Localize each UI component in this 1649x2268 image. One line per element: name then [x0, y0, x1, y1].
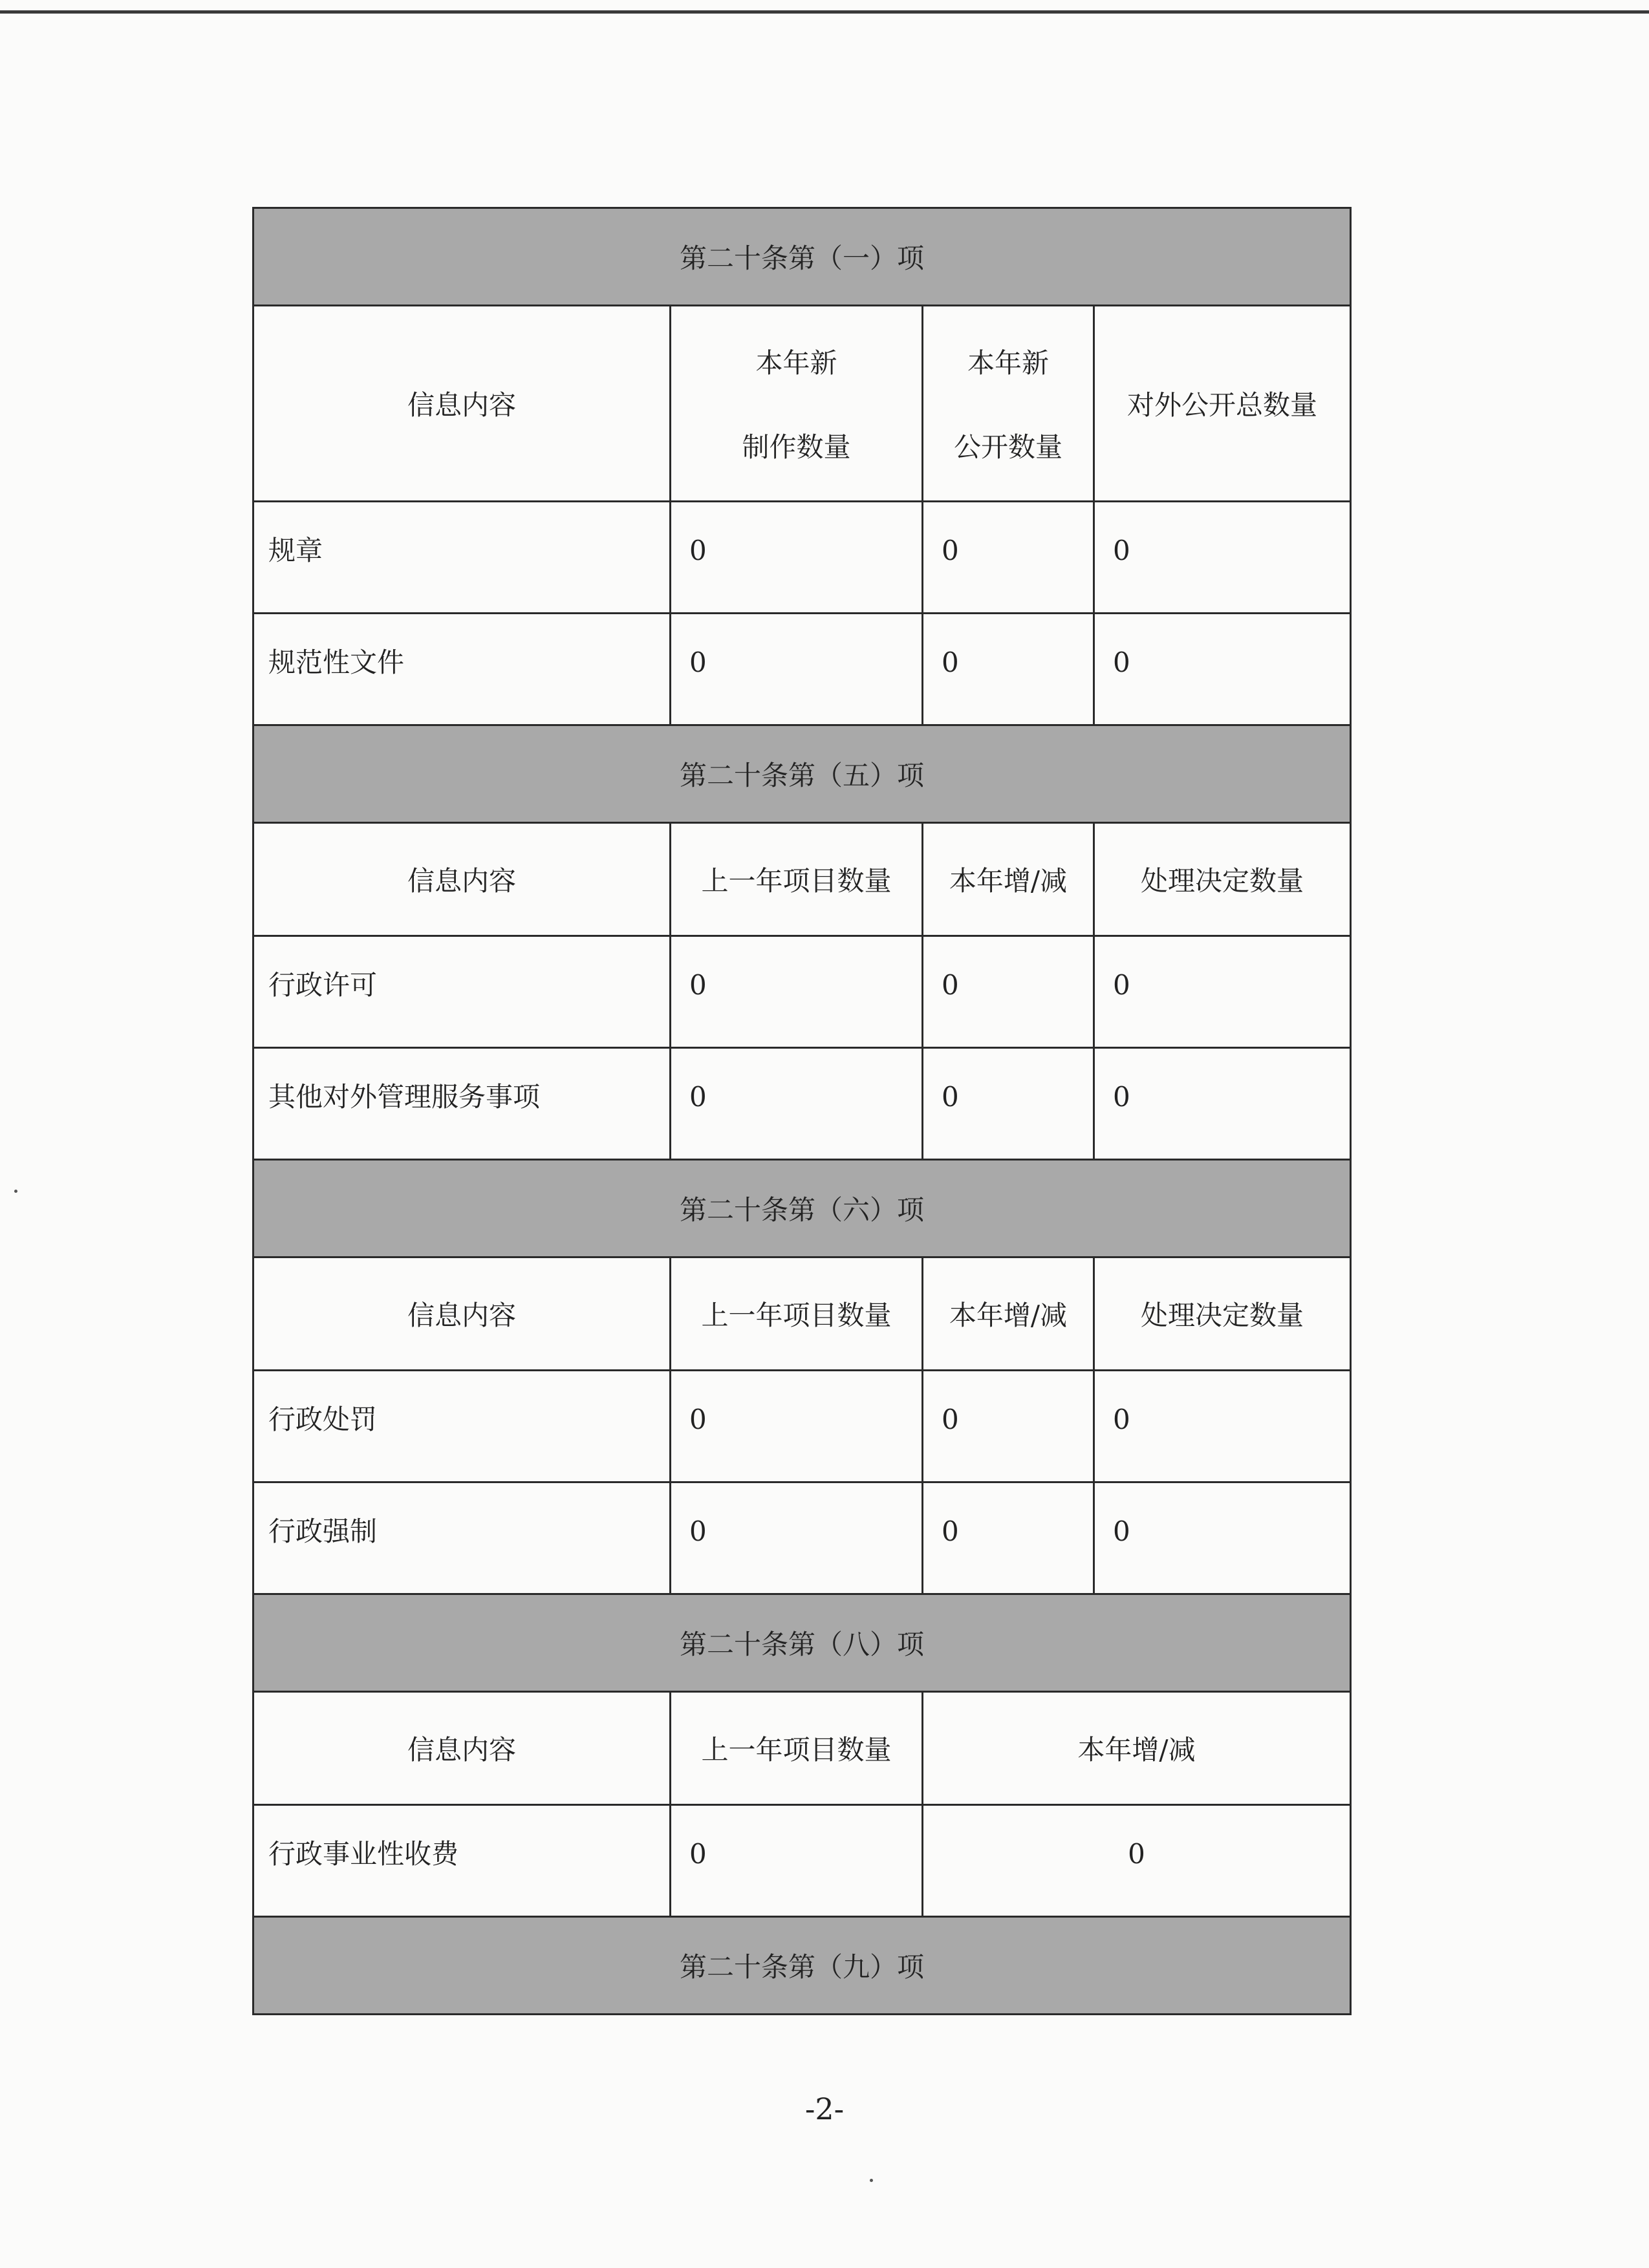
row-value: 0 [671, 1806, 923, 1916]
row-value: 0 [671, 1483, 923, 1593]
row-label: 行政许可 [254, 937, 671, 1047]
section-title: 第二十条第（五）项 [254, 726, 1350, 824]
header-last-year-count: 上一年项目数量 [671, 1258, 923, 1369]
row-value: 0 [923, 1371, 1095, 1481]
table-row [254, 1371, 1350, 1483]
header-change: 本年增/减 [923, 824, 1095, 935]
header-content: 信息内容 [254, 824, 671, 935]
header-row [254, 306, 1350, 502]
table-row [254, 937, 1350, 1049]
row-label: 规章 [254, 502, 671, 612]
disclosure-table [252, 207, 1352, 2015]
row-value: 0 [671, 1049, 923, 1159]
row-label: 其他对外管理服务事项 [254, 1049, 671, 1159]
row-value: 0 [671, 937, 923, 1047]
row-value: 0 [1113, 1081, 1130, 1113]
header-change: 本年增/减 [923, 1258, 1095, 1369]
header-last-year-count: 上一年项目数量 [671, 824, 923, 935]
scan-speck [870, 2179, 873, 2182]
header-decision-count: 处理决定数量 [1140, 1300, 1304, 1331]
header-change: 本年增/减 [1077, 1734, 1196, 1766]
row-value: 0 [923, 1049, 1095, 1159]
section-title: 第二十条第（九）项 [254, 1918, 1350, 2013]
table-row [254, 1049, 1350, 1161]
row-value: 0 [923, 502, 1095, 612]
row-value: 0 [923, 1483, 1095, 1593]
row-value: 0 [1113, 647, 1130, 678]
section-title: 第二十条第（一）项 [254, 209, 1350, 306]
row-value: 0 [1113, 1404, 1130, 1435]
row-value: 0 [671, 502, 923, 612]
header-content: 信息内容 [254, 1258, 671, 1369]
row-label: 行政强制 [254, 1483, 671, 1593]
table-row [254, 614, 1350, 726]
header-row [254, 1258, 1350, 1371]
row-value: 0 [1113, 1515, 1130, 1547]
row-value: 0 [1113, 535, 1130, 566]
header-new-made-line1: 本年新 [755, 347, 837, 379]
header-new-made-line2: 制作数量 [742, 431, 851, 463]
section-title: 第二十条第（八）项 [254, 1595, 1350, 1693]
row-value: 0 [1113, 969, 1130, 1001]
top-rule [0, 10, 1649, 14]
header-row [254, 1693, 1350, 1806]
row-label: 规范性文件 [254, 614, 671, 724]
header-row [254, 824, 1350, 937]
header-last-year-count: 上一年项目数量 [671, 1693, 923, 1804]
page-number: -2- [804, 2091, 845, 2126]
header-decision-count: 处理决定数量 [1140, 865, 1304, 897]
header-new-published-line2: 公开数量 [953, 431, 1062, 463]
header-new-made [671, 306, 923, 500]
section-title: 第二十条第（六）项 [254, 1161, 1350, 1258]
header-total-public: 对外公开总数量 [1126, 389, 1317, 421]
header-new-published-line1: 本年新 [967, 347, 1049, 379]
table-row [254, 1483, 1350, 1595]
table-row [254, 1806, 1350, 1918]
table-row [254, 502, 1350, 614]
header-content: 信息内容 [254, 306, 671, 500]
header-new-published [923, 306, 1095, 500]
row-value: 0 [923, 614, 1095, 724]
row-value: 0 [671, 1371, 923, 1481]
row-label: 行政处罚 [254, 1371, 671, 1481]
scan-speck [14, 1190, 17, 1193]
header-content: 信息内容 [254, 1693, 671, 1804]
row-label: 行政事业性收费 [254, 1806, 671, 1916]
row-value: 0 [923, 937, 1095, 1047]
row-value: 0 [671, 614, 923, 724]
row-value: 0 [1128, 1838, 1145, 1870]
